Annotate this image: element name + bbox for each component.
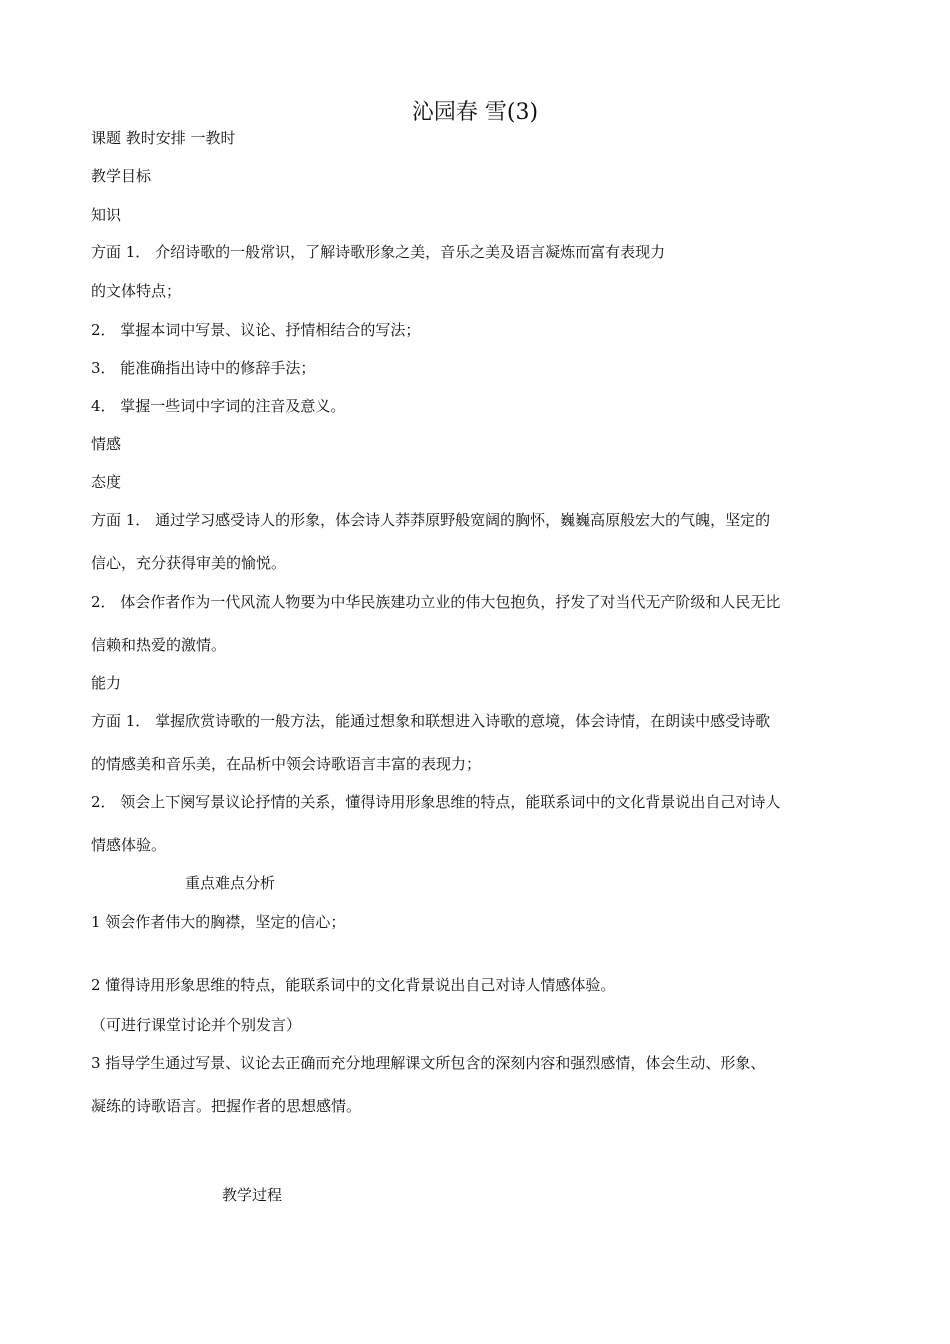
knowledge-item-1: 方面 1． 介绍诗歌的一般常识，了解诗歌形象之美，音乐之美及语言凝炼而富有表现力 — [91, 243, 666, 261]
discussion-note: （可进行课堂讨论并个别发言） — [91, 1016, 302, 1034]
objectives-heading: 教学目标 — [91, 167, 152, 185]
document-title: 沁园春 雪(3) — [411, 100, 539, 125]
knowledge-item-1-cont: 的文体特点； — [91, 282, 182, 300]
knowledge-heading: 知识 — [91, 206, 122, 224]
knowledge-item-4: 4． 掌握一些词中字词的注音及意义。 — [91, 397, 346, 415]
ability-item-1: 方面 1． 掌握欣赏诗歌的一般方法，能通过想象和联想进入诗歌的意境，体会诗情，在朗读中感受诗歌 — [91, 712, 771, 730]
key-point-3-cont: 凝练的诗歌语言。把握作者的思想感情。 — [91, 1097, 362, 1115]
key-point-1: 1 领会作者伟大的胸襟，坚定的信心； — [91, 913, 346, 931]
key-points-heading: 重点难点分析 — [185, 874, 276, 892]
ability-item-2-cont: 情感体验。 — [91, 836, 167, 854]
ability-item-2: 2． 领会上下阕写景议论抒情的关系，懂得诗用形象思维的特点，能联系词中的文化背景说出自己对诗人 — [91, 793, 781, 811]
key-point-3: 3 指导学生通过写景、议论去正确而充分地理解课文所包含的深刻内容和强烈感情，体会生动、形象、 — [91, 1054, 766, 1072]
emotion-item-1-cont: 信心，充分获得审美的愉悦。 — [91, 554, 287, 572]
emotion-heading: 情感 — [91, 435, 122, 453]
knowledge-item-2: 2． 掌握本词中写景、议论、抒情相结合的写法； — [91, 321, 421, 339]
process-heading: 教学过程 — [222, 1186, 283, 1204]
emotion-item-2-cont: 信赖和热爱的激情。 — [91, 636, 227, 654]
emotion-item-1: 方面 1． 通过学习感受诗人的形象，体会诗人莽莽原野般宽阔的胸怀，巍巍高原般宏大的气魄，坚定的 — [91, 511, 771, 529]
attitude-heading: 态度 — [91, 473, 122, 491]
ability-item-1-cont: 的情感美和音乐美，在品析中领会诗歌语言丰富的表现力； — [91, 755, 482, 773]
ability-heading: 能力 — [91, 674, 122, 692]
emotion-item-2: 2． 体会作者作为一代风流人物要为中华民族建功立业的伟大包抱负，抒发了对当代无产阶级和人民无比 — [91, 593, 781, 611]
knowledge-item-3: 3． 能准确指出诗中的修辞手法； — [91, 359, 316, 377]
lesson-info-line: 课题 教时安排 一教时 — [91, 129, 236, 147]
key-point-2: 2 懂得诗用形象思维的特点，能联系词中的文化背景说出自己对诗人情感体验。 — [91, 976, 616, 994]
